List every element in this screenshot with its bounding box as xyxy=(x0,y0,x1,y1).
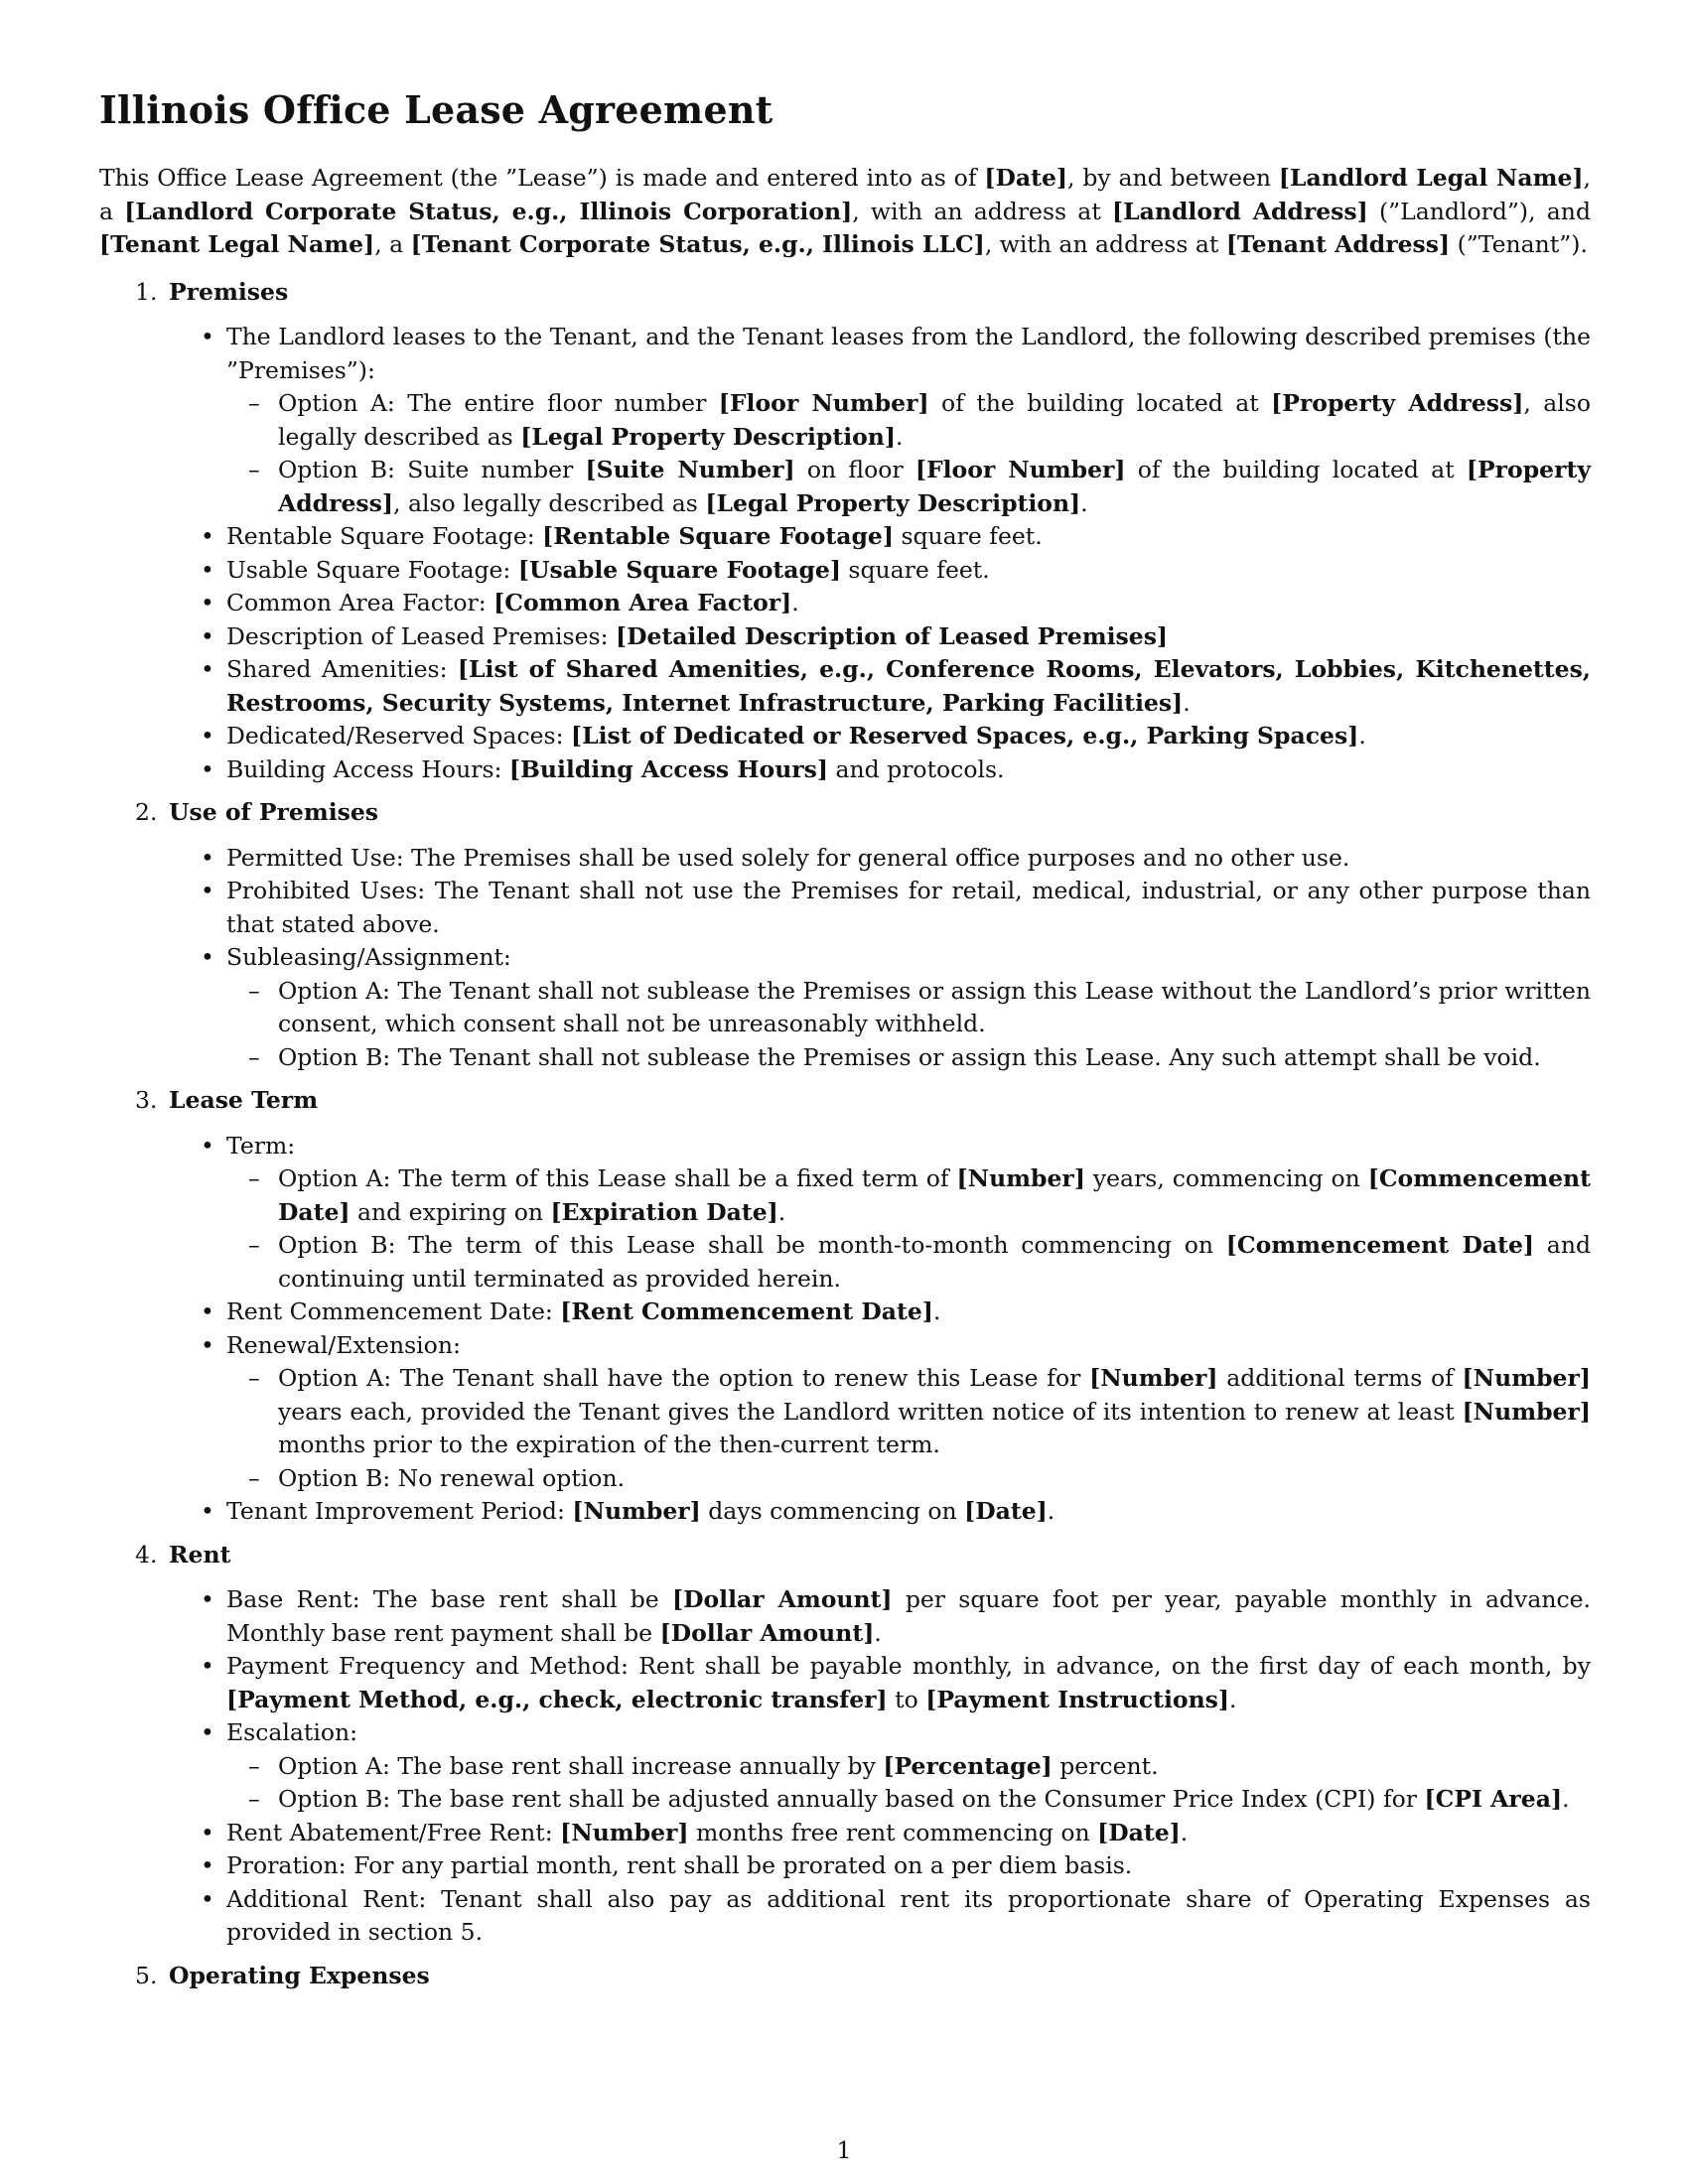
option-item xyxy=(278,975,1591,1041)
intro-paragraph xyxy=(99,162,1591,262)
text-run: and expiring on xyxy=(350,1197,551,1226)
section-heading-text: Premises xyxy=(169,277,289,306)
section-5 xyxy=(99,1960,1591,1993)
text-run: Option A: The Tenant shall not sublease the Premises or assign this Lease without the Landlord’s prior written consent, which consent shall not be unreasonably withheld. xyxy=(278,976,1592,1037)
text-run: Rent Abatement/Free Rent: xyxy=(226,1818,561,1846)
text-run: Prohibited Uses: The Tenant shall not use the Premises for retail, medical, industrial, or any other purpose than that stated above. xyxy=(226,877,1591,938)
placeholder-field: [Date] xyxy=(1097,1818,1181,1846)
placeholder-field: [Rent Commencement Date] xyxy=(560,1297,933,1325)
bullet-item xyxy=(226,520,1591,554)
text-run: square feet. xyxy=(840,555,990,584)
placeholder-field: [Date] xyxy=(964,1497,1048,1525)
section-number: 3. xyxy=(135,1086,158,1114)
section-number: 1. xyxy=(135,277,158,306)
text-run: . xyxy=(896,422,904,451)
text-run: Common Area Factor: xyxy=(226,589,494,616)
section-number: 2. xyxy=(135,798,158,826)
bullet-item xyxy=(226,653,1591,720)
placeholder-field: [List of Dedicated or Reserved Spaces, e.g., Parking Spaces] xyxy=(570,722,1359,750)
placeholder-field: [Number] xyxy=(1462,1364,1591,1392)
option-item xyxy=(278,387,1591,454)
option-list xyxy=(226,1750,1591,1817)
text-run: . xyxy=(791,589,799,616)
text-run: Usable Square Footage: xyxy=(226,555,518,584)
placeholder-field: [Floor Number] xyxy=(718,389,929,417)
bullet-item xyxy=(226,587,1591,620)
text-run: Payment Frequency and Method: Rent shall be payable monthly, in advance, on the first day of each month, by xyxy=(226,1652,1591,1680)
text-run: Shared Amenities: xyxy=(226,655,458,683)
text-run: Dedicated/Reserved Spaces: xyxy=(226,722,571,750)
bullet-list xyxy=(99,321,1591,786)
section-heading xyxy=(99,1960,1591,1993)
bullet-item xyxy=(226,1296,1591,1329)
placeholder-field: [Landlord Corporate Status, e.g., Illinois Corporation] xyxy=(124,197,853,225)
section-heading xyxy=(99,1084,1591,1118)
placeholder-field: [Date] xyxy=(984,164,1068,192)
placeholder-field: [Payment Method, e.g., check, electronic transfer] xyxy=(226,1685,888,1713)
bullet-item xyxy=(226,941,1591,1074)
placeholder-field: [Detailed Description of Leased Premises] xyxy=(615,621,1169,650)
text-run: Term: xyxy=(226,1131,296,1160)
placeholder-field: [List of Shared Amenities, e.g., Conference Rooms, Elevators, Lobbies, Kitchenettes, Restrooms, Security Systems, Internet Infrastructure, Parking Facilities] xyxy=(226,655,1591,717)
text-run: Option A: The Tenant shall have the option to renew this Lease for xyxy=(278,1364,1090,1392)
text-run: months free rent commencing on xyxy=(688,1818,1098,1846)
placeholder-field: [Dollar Amount] xyxy=(671,1585,893,1613)
placeholder-field: [Suite Number] xyxy=(585,456,795,483)
placeholder-field: [Property Address] xyxy=(1271,389,1524,417)
text-run: and continuing until terminated as provided herein. xyxy=(278,1231,1591,1293)
bullet-item xyxy=(226,1130,1591,1297)
bullet-list xyxy=(99,842,1591,1075)
text-run: to xyxy=(887,1685,926,1713)
text-run: per square foot per year, payable monthly in advance. Monthly base rent payment shall be xyxy=(226,1585,1592,1647)
placeholder-field: [Landlord Address] xyxy=(1112,197,1368,225)
text-run: Option B: No renewal option. xyxy=(278,1463,626,1492)
document-title: Illinois Office Lease Agreement xyxy=(99,87,774,132)
placeholder-field: [Expiration Date] xyxy=(550,1197,778,1226)
text-run: . xyxy=(932,1297,941,1325)
section-heading-text: Rent xyxy=(169,1540,231,1569)
text-run: years, commencing on xyxy=(1084,1164,1368,1192)
text-run: Additional Rent: Tenant shall also pay as additional rent its proportionate share of Operating Expenses as provided in section 5. xyxy=(226,1884,1591,1946)
option-list xyxy=(226,387,1591,520)
text-run: days commencing on xyxy=(700,1497,965,1525)
text-run: Option B: The Tenant shall not sublease the Premises or assign this Lease. Any such attempt shall be void. xyxy=(278,1042,1541,1071)
placeholder-field: [Number] xyxy=(1089,1364,1218,1392)
text-run: Option B: The term of this Lease shall be month-to-month commencing on xyxy=(278,1231,1226,1259)
bullet-list xyxy=(99,1583,1591,1950)
placeholder-field: [Percentage] xyxy=(883,1751,1053,1780)
bullet-item xyxy=(226,753,1591,787)
text-run: percent. xyxy=(1052,1751,1159,1780)
bullet-item xyxy=(226,842,1591,876)
section-number: 5. xyxy=(135,1961,158,1989)
option-item xyxy=(278,1462,1591,1496)
bullet-item xyxy=(226,875,1591,941)
placeholder-field: [Landlord Legal Name] xyxy=(1278,164,1584,192)
bullet-item xyxy=(226,1495,1591,1529)
placeholder-field: [Tenant Corporate Status, e.g., Illinois LLC] xyxy=(410,230,985,258)
bullet-item xyxy=(226,620,1591,654)
placeholder-field: [Common Area Factor] xyxy=(493,589,792,616)
document-page xyxy=(99,87,1591,2002)
section-heading-text: Operating Expenses xyxy=(169,1961,430,1989)
text-run: . xyxy=(1080,488,1088,517)
section-2 xyxy=(99,796,1591,1074)
text-run: Option A: The base rent shall increase annually by xyxy=(278,1751,884,1780)
bullet-item xyxy=(226,1883,1591,1950)
option-item xyxy=(278,1783,1591,1817)
placeholder-field: [Payment Instructions] xyxy=(925,1685,1230,1713)
text-run: additional terms of xyxy=(1217,1364,1463,1392)
text-run: . xyxy=(1183,688,1191,717)
option-list xyxy=(226,1362,1591,1495)
text-run: Description of Leased Premises: xyxy=(226,621,616,650)
placeholder-field: [Tenant Address] xyxy=(1225,230,1451,258)
text-run: on floor xyxy=(794,456,915,483)
bullet-list xyxy=(99,1130,1591,1529)
text-run: Option A: The entire floor number xyxy=(278,389,719,417)
text-run: Escalation: xyxy=(226,1718,358,1746)
text-run: Subleasing/Assignment: xyxy=(226,943,511,971)
placeholder-field: [Number] xyxy=(1462,1397,1591,1426)
text-run: , with an address at xyxy=(984,230,1226,258)
bullet-item xyxy=(226,1849,1591,1883)
placeholder-field: [Commencement Date] xyxy=(278,1164,1591,1226)
option-item xyxy=(278,454,1591,520)
text-run: . xyxy=(777,1197,786,1226)
text-run: This Office Lease Agreement (the ”Lease”) is made and entered into as of xyxy=(99,164,985,192)
option-item xyxy=(278,1041,1591,1075)
bullet-item xyxy=(226,554,1591,588)
text-run: square feet. xyxy=(893,522,1043,550)
option-item xyxy=(278,1362,1591,1462)
text-run: , by and between xyxy=(1067,164,1279,192)
placeholder-field: [Commencement Date] xyxy=(1225,1231,1535,1259)
placeholder-field: [Property Address] xyxy=(278,456,1591,517)
text-run: Proration: For any partial month, rent shall be prorated on a per diem basis. xyxy=(226,1851,1133,1879)
section-heading-text: Use of Premises xyxy=(169,798,379,826)
option-item xyxy=(278,1750,1591,1784)
text-run: Base Rent: The base rent shall be xyxy=(226,1585,672,1613)
placeholder-field: [Number] xyxy=(572,1497,701,1525)
text-run: (”Tenant”). xyxy=(1450,230,1588,258)
section-1 xyxy=(99,276,1591,787)
text-run: , with an address at xyxy=(852,197,1112,225)
text-run: Renewal/Extension: xyxy=(226,1330,461,1359)
text-run: (”Landlord”), and xyxy=(1367,197,1591,225)
section-heading xyxy=(99,1539,1591,1572)
section-4 xyxy=(99,1539,1591,1950)
text-run: . xyxy=(1180,1818,1189,1846)
text-run: . xyxy=(1562,1785,1570,1813)
text-run: Rentable Square Footage: xyxy=(226,522,543,550)
placeholder-field: [Floor Number] xyxy=(914,456,1126,483)
bullet-item xyxy=(226,1329,1591,1496)
text-run: of the building located at xyxy=(928,389,1272,417)
text-run: Rent Commencement Date: xyxy=(226,1297,561,1325)
page-number: 1 xyxy=(836,2136,852,2164)
text-run: , also legally described as xyxy=(393,488,706,517)
placeholder-field: [Dollar Amount] xyxy=(659,1618,875,1647)
placeholder-field: [Building Access Hours] xyxy=(508,754,829,783)
text-run: years each, provided the Tenant gives the Landlord written notice of its intention to renew at least xyxy=(278,1397,1463,1426)
text-run: , also legally described as xyxy=(278,389,1591,451)
text-run: . xyxy=(1229,1685,1237,1713)
bullet-item xyxy=(226,1650,1591,1716)
text-run: . xyxy=(1358,722,1366,750)
text-run: Option B: The base rent shall be adjusted annually based on the Consumer Price Index (CPI) for xyxy=(278,1785,1425,1813)
section-number: 4. xyxy=(135,1540,158,1569)
bullet-item xyxy=(226,321,1591,520)
text-run: of the building located at xyxy=(1125,456,1467,483)
bullet-item xyxy=(226,1817,1591,1850)
text-run: The Landlord leases to the Tenant, and the Tenant leases from the Landlord, the following described premises (the ”Premises”): xyxy=(226,323,1591,384)
text-run: Tenant Improvement Period: xyxy=(226,1497,573,1525)
option-list xyxy=(226,1162,1591,1296)
placeholder-field: [Rentable Square Footage] xyxy=(542,522,894,550)
section-3 xyxy=(99,1084,1591,1529)
option-item xyxy=(278,1162,1591,1229)
text-run: . xyxy=(1047,1497,1055,1525)
placeholder-field: [Number] xyxy=(560,1818,689,1846)
placeholder-field: [Tenant Legal Name] xyxy=(99,230,375,258)
bullet-item xyxy=(226,1583,1591,1650)
text-run: , a xyxy=(99,164,1592,225)
section-list xyxy=(99,276,1591,1993)
text-run: months prior to the expiration of the then-current term. xyxy=(278,1431,940,1458)
text-run: , a xyxy=(374,230,411,258)
text-run: . xyxy=(874,1618,882,1647)
option-list xyxy=(226,975,1591,1075)
text-run: Option B: Suite number xyxy=(278,456,586,483)
text-run: and protocols. xyxy=(828,754,1005,783)
section-heading xyxy=(99,796,1591,830)
text-run: Permitted Use: The Premises shall be used solely for general office purposes and no other use. xyxy=(226,843,1350,872)
placeholder-field: [Legal Property Description] xyxy=(520,422,897,451)
bullet-item xyxy=(226,1716,1591,1817)
placeholder-field: [CPI Area] xyxy=(1424,1785,1563,1813)
text-run: Option A: The term of this Lease shall be a fixed term of xyxy=(278,1164,957,1192)
placeholder-field: [Legal Property Description] xyxy=(705,488,1081,517)
section-heading xyxy=(99,276,1591,310)
section-heading-text: Lease Term xyxy=(169,1086,319,1114)
placeholder-field: [Number] xyxy=(956,1164,1085,1192)
bullet-item xyxy=(226,720,1591,753)
text-run: Building Access Hours: xyxy=(226,754,509,783)
placeholder-field: [Usable Square Footage] xyxy=(517,555,841,584)
option-item xyxy=(278,1229,1591,1296)
